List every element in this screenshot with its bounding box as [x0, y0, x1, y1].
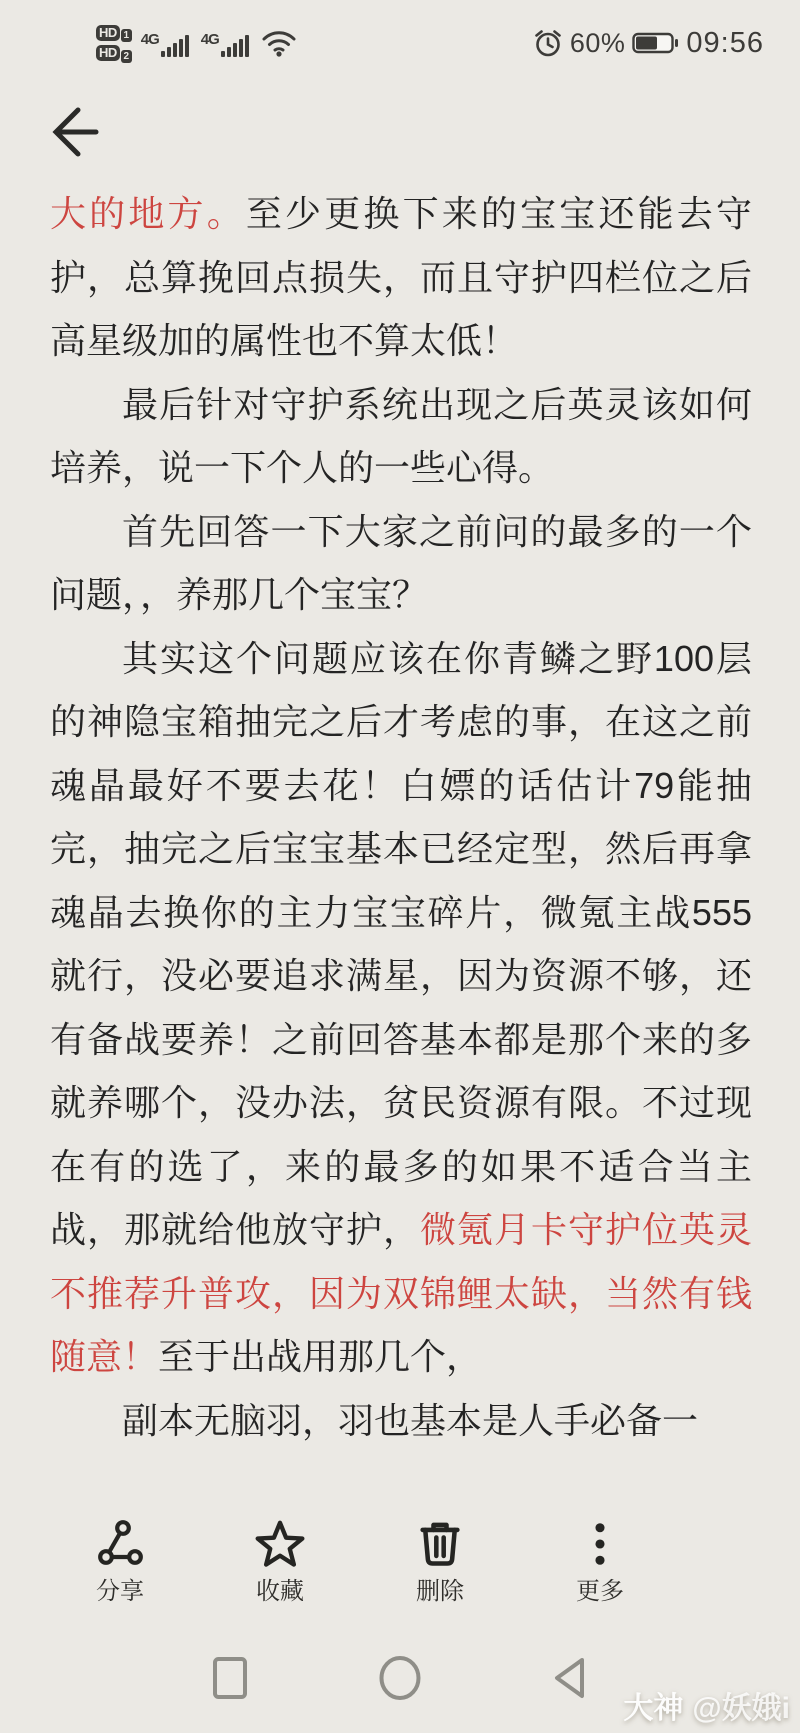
more-icon — [574, 1518, 626, 1570]
sim1-number: 1 — [121, 29, 132, 42]
circle-icon — [378, 1655, 422, 1701]
hd-label: HD — [96, 25, 120, 41]
share-button[interactable] — [40, 1518, 200, 1604]
article-body — [50, 182, 752, 1452]
wifi-icon — [261, 28, 297, 58]
body-text: 其实这个问题应该在你青鳞之野100层的神隐宝箱抽完之后才考虑的事，在这之前魂晶最好不要去花！白嫖的话估计79能抽完，抽完之后宝宝基本已经定型，然后再拿魂晶去换你的主力宝宝碎片，微氪主战555就行，没必要追求满星，因为资源不够，还有备战要养！之前回答基本都是那个来的多就养哪个，没办法，贫民资源有限。不过现在有的选了，来的最多的如果不适合当主战，那就给他放守护， — [50, 637, 752, 1250]
highlighted-text: 微氪月卡守护位英灵不推荐升普攻，因为双锦鲤太缺，当然有钱随意！ — [50, 1209, 752, 1377]
signal-bars-icon — [160, 28, 192, 58]
battery-percent-label: 60% — [569, 27, 626, 58]
watermark-user-handle: @妖娥i — [692, 1692, 790, 1725]
signal-bars-icon — [220, 28, 252, 58]
body-text: 首先回答一下大家之前问的最多的一个问题，，养那几个宝宝？ — [50, 510, 752, 615]
signal-sim2-icon — [201, 28, 252, 58]
favorite-label: 收藏 — [256, 1578, 304, 1605]
delete-button[interactable] — [360, 1518, 520, 1604]
paragraph — [50, 627, 752, 1389]
more-label: 更多 — [576, 1578, 624, 1605]
star-icon — [253, 1518, 307, 1570]
paragraph — [50, 373, 752, 500]
trash-icon — [414, 1518, 466, 1570]
arrow-left-icon — [50, 100, 102, 164]
recents-button[interactable] — [145, 1650, 315, 1706]
time-label: 09:56 — [686, 26, 764, 59]
network-type-label: 4G — [140, 31, 159, 48]
more-button[interactable] — [520, 1518, 680, 1604]
alarm-clock-icon — [533, 28, 563, 58]
hd-sim1-icon — [96, 25, 132, 41]
paragraph — [50, 1389, 752, 1453]
sim2-number: 2 — [121, 50, 132, 63]
body-text: 至少更换下来的宝宝还能去守护，总算挽回点损失，而且守护四栏位之后高星级加的属性也不算太低！ — [50, 193, 752, 361]
favorite-button[interactable] — [200, 1518, 360, 1604]
battery-icon — [632, 31, 679, 55]
paragraph — [50, 182, 752, 373]
body-text: 最后针对守护系统出现之后英灵该如何培养，说一下个人的一些心得。 — [50, 383, 752, 488]
body-text: 副本无脑羽，羽也基本是人手必备一 — [122, 1399, 699, 1441]
watermark-app-name: 大神 — [623, 1692, 684, 1725]
hd-sim2-icon — [96, 45, 132, 61]
back-button[interactable] — [50, 100, 110, 168]
share-label: 分享 — [96, 1578, 144, 1605]
status-right-cluster — [533, 27, 764, 60]
status-bar — [0, 10, 800, 76]
body-text: 至于出战用那几个， — [158, 1336, 483, 1377]
hd-label: HD — [96, 45, 120, 61]
highlighted-text: 大的地方。 — [50, 193, 246, 234]
watermark — [623, 1683, 790, 1727]
delete-label: 删除 — [416, 1578, 464, 1605]
signal-sim1-icon — [141, 28, 192, 58]
network-type-label: 4G — [200, 31, 219, 48]
action-toolbar — [40, 1518, 680, 1604]
status-left-cluster — [96, 25, 297, 62]
paragraph — [50, 500, 752, 627]
volte-hd-badges — [96, 25, 132, 62]
share-icon — [94, 1518, 146, 1570]
home-button[interactable] — [315, 1650, 485, 1706]
square-icon — [212, 1656, 248, 1700]
triangle-left-icon — [550, 1655, 590, 1701]
